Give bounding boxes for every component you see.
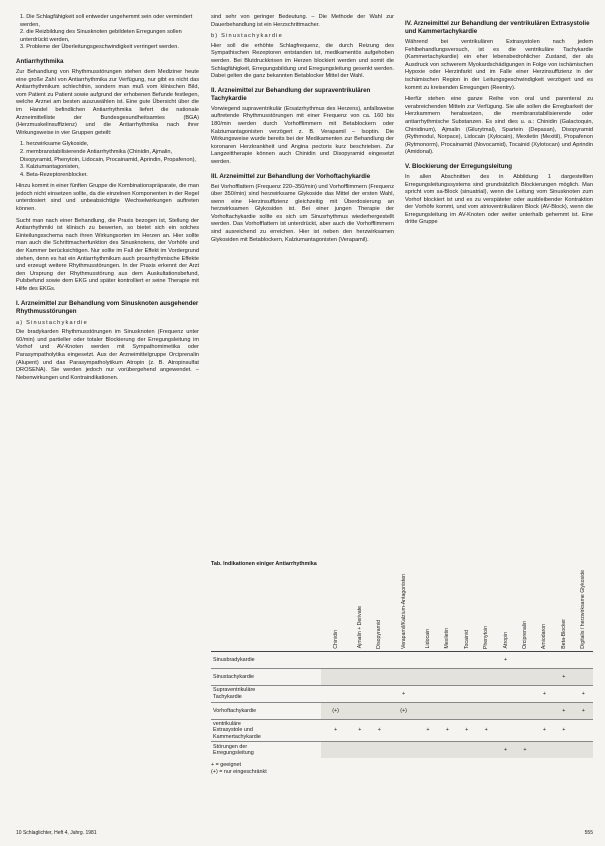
table-column-header: [496, 570, 515, 651]
paragraph: Die bradykarden Rhythmusstörungen im Sinusknoten (Frequenz unter 60/min) und partieller oder totaler Blockierung der Erregungsleitung im Vorhof und AV-Knoten werden mit Sympathomimetika oder Parasympatholytika eingesetzt. Aus der Arzneimittelgruppe Orciprenalin (Alupent) und das Parasympatholytikum Atropin (z. B. Atropinsulfat DROSENA). Sie werden jedoch nur vorübergehend angewendet. – Nebenwirkungen und Kontraindikationen.: [16, 329, 199, 381]
table-cell: [554, 741, 573, 758]
legend-item: (+) = nur eingeschränkt: [211, 768, 267, 775]
table-cell: [350, 741, 369, 758]
table-cell: [370, 685, 389, 702]
row-label: ventrikuläre Extrasystole und Kammertachykardie: [211, 719, 321, 741]
table-cell: [457, 668, 476, 685]
paragraph: Bei Vorhofflattern (Frequenz 220–350/min) und Vorhofflimmern (Frequenz über 350/min) sind herzwirksame Glykoside das Mittel der ersten Wahl, wenn eine Herzinsuffizienz gleichzeitig mit Überdosierung an herzwirksamen Glykosiden ist. Bei einer jungen Therapie der Vorhoftachykardie sollte es sich um Sinusrhythmus wiederhergestellt werden. Das Vorhofflattern ist unterdrückt, aber auch die Vorhofflimmern sind ausreichend zu erreichen. Hier ist neben den herzwirksamen Glykosiden mit Betablockern, Kalziumantagonisten (Verapamil).: [211, 183, 394, 243]
paragraph: Hier soll die erhöhte Schlagfrequenz, die durch Reizung des Sympathischen Rezeptoren entstanden ist, medikamentös aufgehoben werden. Bei Blutdruckkrisen im Herzen blockiert werden und somit die Schlagfähigkeit, Erregungsbildung und Erregungsleitung gesenkt werden. Dabei gelten die ganz bekannten Betablocker Mittel der Wahl.: [211, 42, 394, 80]
table-row: [211, 651, 593, 668]
table-column-header: [389, 570, 418, 651]
row-label: Supraventrikuläre Tachykardie: [211, 685, 321, 702]
section-heading: III. Arzneimittel zur Behandlung der Vorhoftachykardie: [211, 172, 371, 180]
table-cell: [535, 702, 554, 719]
table-legend: [211, 762, 593, 776]
intro-list: [16, 14, 199, 52]
table-cell: +: [496, 741, 515, 758]
table-cell: [350, 668, 369, 685]
section-heading: V. Blockierung der Erregungsleitung: [405, 162, 513, 170]
paragraph: Während bei ventrikulären Extrasystolen nach jedem Fehlbehandlungsversuch, ist es die ventrikuläre Tachykardie (Kammertachykardie) ein eher lebensbedrohlicher Zustand, der als Ausdruck von schwerem Myokardschädigungen in Folge von ischämischen Hypoxie oder Herzinfarkt und im Falle einer Herzinsuffizienz in der ischämischen Region in der Leitungsgeschwindigkeit verzögert und es kommt zu kreisenden Erregungen (Reentry).: [405, 39, 593, 91]
table-cell: [418, 702, 437, 719]
table-cell: [496, 719, 515, 741]
table-cell: (+): [389, 702, 418, 719]
paragraph: Hierfür stehen eine ganze Reihe von oral und parenteral zu verabreichenden Mitteln zur Verfügung. Sie alle sollen die Erregbarkeit der Herzkammern herabsetzen, die membranstabilisierende oder antiarrhythmische Substanzen. Es sind dies u. a.: Chinidin (Galactoquin, Chinidinum), Ajmalin (Gilurytmal), Spartein (Depasan), Disopyramid (Rythmodul, Norpace), Lidocain (Xylocain), Mexiletin (Mexitil), Propafenon (Rytmonorm), Procainamid (Novocamid), Tocainid (Xylotocan) und Aprindin (Amidonal).: [405, 96, 593, 156]
table-cell: +: [418, 719, 437, 741]
table-cell: [574, 668, 593, 685]
list-item: 1. Die Schlagfähigkeit soll entweder ungehemmt sein oder vermindert werden,: [20, 14, 193, 28]
list-item: 2. die Reizbildung des Sinusknoten gebildeten Erregungen sollen unterdrückt werden,: [20, 29, 182, 43]
text-column-2: [211, 14, 394, 248]
table-cell: +: [574, 702, 593, 719]
row-label: Sinustachykardie: [211, 668, 321, 685]
column-header-label: Atropin: [502, 632, 509, 649]
paragraph: Zur Behandlung von Rhythmusstörungen stehen dem Mediziner heute eine große Zahl von Antiarrhythmika zur Verfügung, nur gibt es nicht das Antiarrhythmikum schlechthin, sondern man muß vom klinischen Bild, vom Patient zu Patient sowie aufgrund der erhobenen Befunde festlegen, welche Arznei am besten auszuwählen ist. Eine gute Übersicht über die im Handel befindlichen Antiarrhythmika liefert die nationale Arzneimittelliste der Bundesgesundheitsamtes (BGA) (Herzmuskelinsuffizienz) und die Antiarrhythmika nach ihrer Wirkungsweise in vier Gruppen geteilt:: [16, 68, 199, 136]
column-header-label: Verapamil/Kalzium-Antagonisten: [400, 573, 407, 649]
table-column-header: [350, 570, 369, 651]
table-cell: [321, 741, 350, 758]
table-cell: [574, 651, 593, 668]
paragraph: In allen Abschnitten des in Abbildung 1 dargestellten Erregungsleitungssystems sind grundsätzlich Blockierungen möglich. Man spricht vom sa-Block (sinuatrial), wenn die Leitung vom Sinusknoten zum Vorhof blockiert ist und es zu verspäteter oder ausbleibender Kontraktion der Vorhöfe kommt, und vom atrioventrikulären Block (AV-Block), wenn die Erregungsleitung im AV-Knoten oder weiter unterhalb gehemmt ist. Eine dritte Gruppe: [405, 173, 593, 226]
table-cell: +: [496, 651, 515, 668]
table-cell: +: [370, 719, 389, 741]
table-cell: [350, 651, 369, 668]
table-cell: [418, 651, 437, 668]
table-cell: [370, 702, 389, 719]
table-cell: [389, 668, 418, 685]
list-item: 2. membranstabilisierende Antiarrhythmika (Chinidin, Ajmalin, Disopyramid, Phenytoin, Lidocain, Procainamid, Aprindin, Propafenon),: [20, 148, 196, 163]
table: [211, 570, 593, 758]
row-label: Vorhoftachykardie: [211, 702, 321, 719]
table-cell: [515, 719, 534, 741]
table-row: [211, 719, 593, 741]
table-column-header: [418, 570, 437, 651]
table-cell: +: [554, 668, 573, 685]
column-header-label: Disopyramid: [376, 619, 383, 649]
table-cell: +: [389, 685, 418, 702]
table-cell: [496, 685, 515, 702]
group-list: [16, 141, 199, 179]
table-cell: [418, 685, 437, 702]
text-column-3: [405, 14, 593, 231]
column-header-label: Tocainid: [463, 629, 470, 649]
column-header-label: Phenytoin: [483, 625, 490, 649]
table-cell: [418, 668, 437, 685]
table-cell: [554, 651, 573, 668]
table-cell: +: [457, 719, 476, 741]
list-item: 1. herzwirksame Glykoside,: [20, 141, 89, 148]
table-column-header: [574, 570, 593, 651]
table-cell: [438, 685, 457, 702]
paragraph: Hinzu kommt in einer fünften Gruppe die Kombinationspräparate, die man jedoch nicht einsetzen sollte, da die einzelnen Komponenten in der Regel unterdosiert sind und unbeabsichtigte Wechselwirkungen auftreten können.: [16, 183, 199, 213]
table-cell: [370, 741, 389, 758]
table-cell: [574, 741, 593, 758]
table-row: [211, 741, 593, 758]
table-cell: [476, 651, 495, 668]
table-cell: +: [535, 719, 554, 741]
table-header-row: [211, 570, 593, 651]
row-label: Sinusbradykardie: [211, 651, 321, 668]
section-heading: Antiarrhythmika: [16, 57, 64, 65]
table-cell: +: [515, 741, 534, 758]
table-cell: [438, 651, 457, 668]
table-column-header: [457, 570, 476, 651]
table-cell: [574, 719, 593, 741]
table-cell: [389, 719, 418, 741]
footer-citation: 10 Schlaglichter, Heft 4, Jahrg. 1981: [16, 830, 97, 836]
table-row: [211, 702, 593, 719]
table-cell: [535, 651, 554, 668]
table-body: [211, 651, 593, 758]
table-cell: [496, 702, 515, 719]
table-cell: +: [438, 719, 457, 741]
table-cell: [496, 668, 515, 685]
table-cell: +: [321, 719, 350, 741]
column-header-label: Orciprenalin: [522, 620, 528, 649]
row-label: Störungen der Erregungsleitung: [211, 741, 321, 758]
legend-item: + = geeignet: [211, 761, 241, 768]
column-header-label: Digitalis / herzwirksame Glykoside: [580, 570, 587, 649]
table-cell: [389, 741, 418, 758]
table-cell: +: [554, 719, 573, 741]
table-cell: +: [476, 719, 495, 741]
table-cell: [535, 741, 554, 758]
column-header-label: Ajmalin + Derivate: [356, 606, 363, 649]
table-cell: [476, 702, 495, 719]
column-header-label: Chinidin: [332, 629, 339, 649]
table-cell: [370, 651, 389, 668]
table-cell: [321, 685, 350, 702]
table-column-header: [438, 570, 457, 651]
table-cell: [321, 651, 350, 668]
table-cell: +: [535, 685, 554, 702]
list-item: 4. Beta-Rezeptorenblocker.: [20, 171, 88, 178]
section-heading: IV. Arzneimittel zur Behandlung der ventrikulären Extrasystolie und Kammertachykardie: [405, 20, 590, 35]
paragraph: Sucht man nach einer Behandlung, die Praxis bezogen ist, Stellung der Antiarrhythmiki ist klinisch zu bewerten, so bietet sich ein solches Einteilungsschema nach ihren Wirkungsorten im Herzen an. Hier sollte man auch die Schrittmacherfunktion des Sinusknotens, der Vorhöfe und der Kammer berücksichtigen. Nur sollte im Fall der Effekt im Vordergrund stehen, denn es hat ein Antiarrhythmikum auch proarrhythmische Effekte und erzeugt weitere Rhythmusstörungen. In der Praxis erkennt der Arzt den Ursprung der Rhythmusstörung aus dem Auskultationsbefund, Pulsbefund sowie dem EKG und später kontrolliert er seine Therapie mit Hilfe des EKGs.: [16, 217, 199, 292]
table-cell: [370, 668, 389, 685]
table-cell: [515, 702, 534, 719]
table-column-header: [515, 570, 534, 651]
table-column-header: [476, 570, 495, 651]
list-item: 3. Kalziumantagonisten,: [20, 164, 80, 171]
page-number: 555: [584, 830, 593, 836]
table-cell: [438, 668, 457, 685]
table-cell: +: [574, 685, 593, 702]
table-cell: [535, 668, 554, 685]
text-column-1: [16, 14, 199, 386]
table-column-header: [535, 570, 554, 651]
table-cell: [457, 651, 476, 668]
paragraph: Vorwiegend supraventrikulär (Ersatzrhythmus des Herzens), anfallsweise auftretende Rhythmusstörungen mit einer Frequenz von ca. 160 bis 180/min werden durch Vorhofflimmern mit Betablockern oder Kalziumantagonisten verzögert z. B. Verapamil – Isoptin. Die Wirkungsweise wurde bereits bei der Medikamenten zur Behandlung der koronaren Herzkrankheit und Angina pectoris kurz beschrieben. Zur Langzeittherapie können auch Chinidin und Disopyramid eingesetzt werden.: [211, 105, 394, 165]
section-heading: II. Arzneimittel zur Behandlung der supraventrikulären Tachykardie: [211, 86, 371, 102]
table-cell: [438, 702, 457, 719]
table-cell: [389, 651, 418, 668]
column-header-label: Amiodaron: [541, 623, 548, 649]
table-cell: +: [554, 702, 573, 719]
column-header-label: Mexiletin: [444, 628, 451, 649]
subsection-heading: a) Sinustachykardie: [16, 319, 88, 326]
column-header-label: Beta-Blocker: [560, 619, 567, 649]
table-cell: [457, 741, 476, 758]
table-cell: (+): [321, 702, 350, 719]
table-cell: +: [350, 719, 369, 741]
table-column-header: [321, 570, 350, 651]
paragraph: sind sehr von geringer Bedeutung. – Die Methode der Wahl zur Dauerbehandlung ist ein Herzschrittmacher.: [211, 14, 394, 28]
table-cell: [476, 685, 495, 702]
section-heading: I. Arzneimittel zur Behandlung vom Sinusknoten ausgehender Rhythmusstörungen: [16, 299, 199, 315]
table-cell: [457, 702, 476, 719]
table-row: [211, 668, 593, 685]
table-cell: [457, 685, 476, 702]
table-cell: [515, 651, 534, 668]
indication-table: [211, 561, 593, 776]
table-row: [211, 685, 593, 702]
column-header-label: Lidocain: [424, 629, 431, 649]
table-cell: [350, 685, 369, 702]
subsection-heading: b) Sinustachykardie: [211, 33, 283, 40]
table-cell: [515, 668, 534, 685]
table-cell: [438, 741, 457, 758]
table-caption: Tab. Indikationen einiger Antiarrhythmika: [211, 561, 317, 567]
table-cell: [476, 741, 495, 758]
table-cell: [476, 668, 495, 685]
table-cell: [418, 741, 437, 758]
table-column-header: [370, 570, 389, 651]
table-column-header: [554, 570, 573, 651]
table-cell: [515, 685, 534, 702]
table-cell: [350, 702, 369, 719]
list-item: 3. Probleme der Überleitungsgeschwindigkeit verringert werden.: [20, 44, 179, 51]
table-cell: [321, 668, 350, 685]
table-corner: [211, 570, 321, 651]
table-cell: [554, 685, 573, 702]
